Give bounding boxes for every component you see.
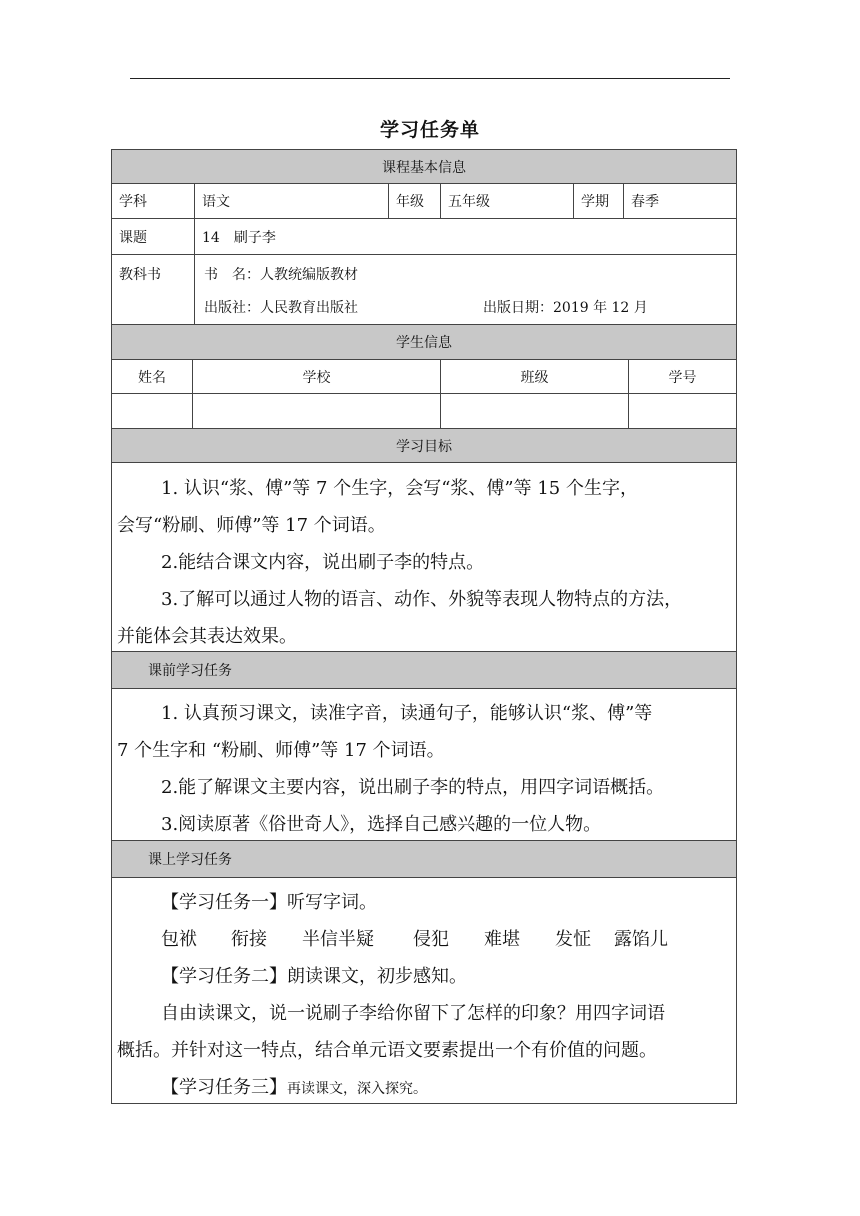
student-id-header: 学号	[628, 360, 736, 393]
task-1-heading: 【学习任务一】听写字词。	[161, 892, 377, 913]
lesson-label: 课题	[119, 229, 147, 246]
pre-task-1: 1. 认真预习课文，读准字音，读通句子，能够认识“浆、傅”等	[161, 703, 653, 724]
subject-value: 语文	[194, 184, 388, 218]
task-2-heading: 【学习任务二】朗读课文，初步感知。	[161, 966, 467, 987]
pre-task-2: 2.能了解课文主要内容，说出刷子李的特点，用四字词语概括。	[161, 777, 665, 798]
name-field[interactable]	[112, 394, 192, 428]
term-label: 学期	[573, 184, 623, 218]
objective-2: 2.能结合课文内容，说出刷子李的特点。	[161, 552, 485, 573]
school-field[interactable]	[192, 394, 440, 428]
class-header: 班级	[440, 360, 628, 393]
section-pre-class	[112, 651, 736, 689]
lesson-value: 14 刷子李	[194, 219, 736, 254]
term-value: 春季	[623, 184, 736, 218]
task-sheet-table	[111, 149, 737, 1104]
grade-label: 年级	[388, 184, 440, 218]
publisher: 出版社：人民教育出版社	[204, 300, 358, 316]
objective-3: 3.了解可以通过人物的语言、动作、外貌等表现人物特点的方法，	[161, 589, 683, 610]
dictation-word: 露馅儿	[614, 929, 668, 950]
section-course-info	[112, 149, 736, 184]
dictation-word: 发怔	[555, 929, 591, 950]
school-header: 学校	[192, 360, 440, 393]
section-label: 学习目标	[396, 438, 452, 455]
section-label: 学生信息	[396, 335, 452, 351]
dictation-words	[117, 921, 732, 958]
pre-class-tasks	[117, 695, 732, 843]
task-3-heading	[117, 1069, 732, 1108]
task-2-text-cont: 概括。并针对这一特点，结合单元语文要素提出一个有价值的问题。	[117, 1040, 657, 1061]
course-meta-row	[112, 184, 736, 219]
objective-1-cont: 会写“粉刷、师傅”等 17 个词语。	[117, 515, 386, 536]
pre-task-1-cont: 7 个生字和 “粉刷、师傅”等 17 个词语。	[117, 740, 445, 761]
task-3-label: 【学习任务三】	[161, 1077, 287, 1098]
publish-date: 出版日期：2019 年 12 月	[483, 300, 648, 316]
task-3-text: 再读课文，深入探究。	[287, 1081, 427, 1097]
objective-1: 1. 认识“浆、傅”等 7 个生字，会写“浆、傅”等 15 个生字，	[161, 478, 638, 499]
lesson-row	[112, 219, 736, 255]
objective-3-cont: 并能体会其表达效果。	[117, 626, 297, 647]
dictation-word: 难堪	[484, 929, 520, 950]
subject-label: 学科	[119, 194, 147, 210]
name-header: 姓名	[138, 369, 166, 386]
student-header-row	[112, 360, 736, 394]
dictation-word: 衔接	[231, 929, 267, 950]
dictation-word: 包袱	[161, 929, 197, 950]
page-title: 学习任务单	[379, 119, 480, 141]
section-label: 课前学习任务	[148, 663, 232, 679]
section-objectives	[112, 428, 736, 463]
class-field[interactable]	[440, 394, 628, 428]
textbook-label: 教科书	[119, 267, 161, 283]
textbook-details	[194, 255, 736, 324]
section-label: 课上学习任务	[148, 852, 232, 868]
student-id-field[interactable]	[628, 394, 736, 428]
in-class-tasks	[117, 884, 732, 1108]
section-student-info	[112, 324, 736, 360]
objectives-list	[117, 470, 732, 655]
grade-value: 五年级	[440, 184, 573, 218]
dictation-word: 半信半疑	[302, 929, 374, 950]
dictation-word: 侵犯	[413, 929, 449, 950]
textbook-row	[112, 255, 736, 324]
section-in-class	[112, 840, 736, 878]
header-rule	[130, 78, 730, 79]
task-2-text: 自由读课文，说一说刷子李给你留下了怎样的印象？用四字词语	[161, 1003, 665, 1024]
book-name: 书 名：人教统编版教材	[204, 267, 358, 283]
student-input-row	[112, 394, 736, 428]
pre-task-3: 3.阅读原著《俗世奇人》，选择自己感兴趣的一位人物。	[161, 814, 602, 835]
section-label: 课程基本信息	[382, 159, 466, 176]
